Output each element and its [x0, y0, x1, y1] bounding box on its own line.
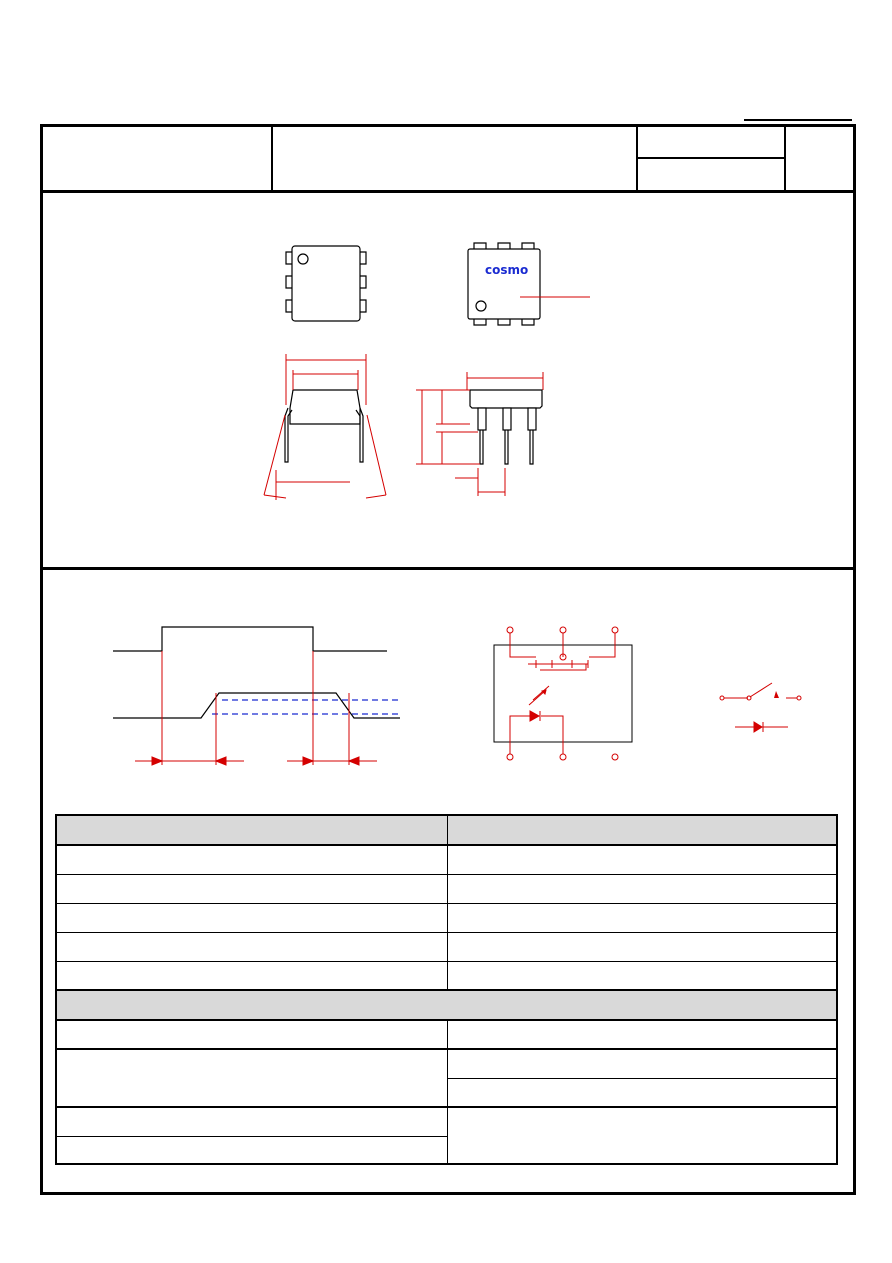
table-cell	[57, 904, 447, 932]
schematic-wiring	[507, 627, 618, 760]
table-row	[57, 962, 836, 991]
end-view-dimensions	[264, 354, 386, 500]
diode-symbol	[735, 722, 788, 732]
table-cell	[57, 1137, 447, 1165]
switch-symbol	[720, 683, 801, 700]
table-header-cell	[57, 816, 447, 844]
table-section-label	[57, 991, 833, 1019]
table-cell	[57, 933, 447, 961]
table-cell	[57, 1050, 447, 1106]
table-row	[57, 904, 836, 933]
table-cell	[57, 1021, 447, 1048]
timing-levels	[212, 700, 402, 714]
table-row	[57, 933, 836, 962]
table-cell	[448, 875, 834, 903]
timing-markers	[135, 651, 377, 765]
table-cell	[448, 846, 834, 874]
timing-waveform	[113, 627, 400, 718]
table-row	[57, 1021, 836, 1050]
package-marked-view	[468, 243, 540, 325]
package-end-view	[285, 390, 363, 462]
table-cell	[57, 1108, 447, 1136]
table-cell	[448, 1021, 834, 1048]
table-row	[57, 846, 836, 875]
table-cell	[57, 962, 447, 989]
table-cell	[448, 904, 834, 932]
package-side-view	[470, 390, 542, 464]
table-cell	[448, 1050, 834, 1078]
spec-table	[55, 814, 838, 1165]
table-cell	[448, 1079, 834, 1106]
package-top-view	[286, 246, 366, 321]
table-row	[57, 875, 836, 904]
switch-indicator	[774, 691, 779, 698]
table-cell	[57, 846, 447, 874]
table-cell	[448, 933, 834, 961]
marking-logo: cosmo	[485, 263, 529, 277]
table-cell	[448, 1108, 834, 1165]
table-cell	[448, 962, 834, 989]
table-section-header	[57, 991, 836, 1021]
table-header-row	[57, 816, 836, 846]
table-header-cell	[448, 816, 834, 844]
table-row	[57, 1108, 836, 1165]
table-row	[57, 1050, 836, 1108]
table-cell	[57, 875, 447, 903]
